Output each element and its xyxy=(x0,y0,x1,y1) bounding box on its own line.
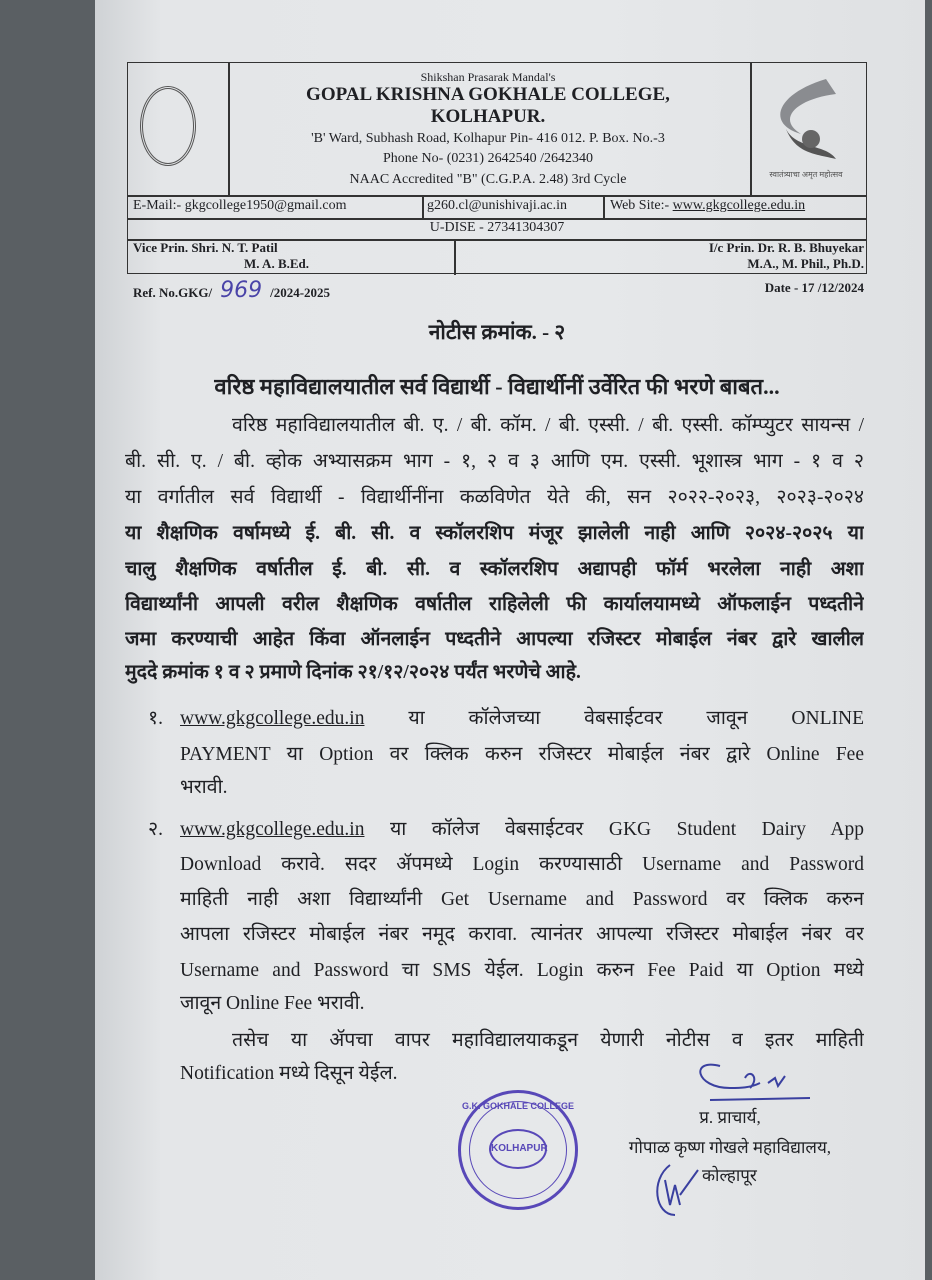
signatory-college: गोपाळ कृष्ण गोखले महाविद्यालय, xyxy=(628,1138,832,1157)
website-row: Web Site:- www.gkgcollege.edu.in xyxy=(610,198,806,213)
list-item-1-line: www.gkgcollege.edu.in या कॉलेजच्या वेबसाईटवर जावून ONLINE xyxy=(180,708,864,729)
udise-code: U-DISE - 27341304307 xyxy=(429,220,565,235)
paragraph-line: विद्यार्थ्यांनी आपली वरील शैक्षणिक वर्षातील राहिलेली फी कार्यालयामध्ये ऑफलाईन पध्दतीने xyxy=(125,594,864,615)
college-phone: Phone No- (0231) 2642540 /2642340 xyxy=(383,151,593,166)
college-address: 'B' Ward, Subhash Road, Kolhapur Pin- 416 012. P. Box. No.-3 xyxy=(311,131,665,146)
naac-accreditation: NAAC Accredited "B" (C.G.P.A. 2.48) 3rd Cycle xyxy=(349,172,627,187)
list-item-2-line: जावून Online Fee भरावी. xyxy=(180,993,365,1014)
college-name: GOPAL KRISHNA GOKHALE COLLEGE, xyxy=(306,84,670,105)
website-link[interactable]: www.gkgcollege.edu.in xyxy=(180,708,365,729)
list-item-2-line: Download करावे. सदर ॲपमध्ये Login करण्यासाठी Username and Password xyxy=(180,854,864,875)
paragraph-line: बी. सी. ए. / बी. व्होक अभ्यासक्रम भाग - १, २ व ३ आणि एम. एस्सी. भूशास्त्र भाग - १ व २ xyxy=(125,451,864,472)
vice-principal-name: Vice Prin. Shri. N. T. Patil xyxy=(133,240,278,255)
college-city: KOLHAPUR. xyxy=(430,106,546,127)
initial-signature-icon xyxy=(650,1160,700,1220)
logo-tagline: स्वातंत्र्याचा अमृत महोत्सव xyxy=(769,170,843,179)
principal-qualification: M.A., M. Phil., Ph.D. xyxy=(747,256,864,271)
paragraph-line: चालु शैक्षणिक वर्षातील ई. बी. सी. व स्कॉलरशिप अद्यापही फॉर्म भरलेला नाही अशा xyxy=(125,559,864,580)
paragraph-line: जमा करण्याची आहेत किंवा ऑनलाईन पध्दतीने आपल्या रजिस्टर मोबाईल नंबर द्वारे खालील xyxy=(125,629,864,650)
vice-principal-qualification: M. A. B.Ed. xyxy=(244,256,310,271)
list-item-2-line: Username and Password चा SMS येईल. Login करुन Fee Paid या Option मध्ये xyxy=(180,960,864,981)
principal-name: I/c Prin. Dr. R. B. Bhuyekar xyxy=(708,240,864,255)
item-number: २. xyxy=(148,819,164,840)
principal-signature-icon xyxy=(650,1058,810,1108)
amrit-mahotsav-logo-icon xyxy=(756,74,856,184)
list-item-1-line: भरावी. xyxy=(180,777,228,798)
stamp-center-text: KOLHAPUR xyxy=(489,1129,547,1169)
website-link[interactable]: www.gkgcollege.edu.in xyxy=(672,198,806,213)
website-link[interactable]: www.gkgcollege.edu.in xyxy=(180,819,365,840)
email-secondary[interactable]: g260.cl@unishivaji.ac.in xyxy=(427,198,568,213)
list-item-2-line: www.gkgcollege.edu.in या कॉलेज वेबसाईटवर GKG Student Dairy App xyxy=(180,819,864,840)
notice-number: नोटीस क्रमांक. - २ xyxy=(428,320,566,344)
paragraph-line: वरिष्ठ महाविद्यालयातील बी. ए. / बी. कॉम. / बी. एस्सी. / बी. एस्सी. कॉम्प्युटर सायन्स / xyxy=(232,415,864,436)
signatory-city: कोल्हापूर xyxy=(702,1166,757,1185)
list-item-2-line: आपला रजिस्टर मोबाईल नंबर नमूद करावा. त्यानंतर आपल्या रजिस्टर मोबाईल नंबर वर xyxy=(180,924,864,945)
closing-line: तसेच या ॲपचा वापर महाविद्यालयाकडून येणारी नोटीस व इतर माहिती xyxy=(232,1030,864,1051)
item-number: १. xyxy=(148,708,164,729)
email-primary[interactable]: E-Mail:- gkgcollege1950@gmail.com xyxy=(133,198,347,213)
stamp-ring-text: G.K. GOKHALE COLLEGE xyxy=(461,1101,574,1111)
reference-number: Ref. No.GKG/ 969 /2024-2025 xyxy=(133,278,331,303)
paragraph-line: मुददे क्रमांक १ व २ प्रमाणे दिनांक २१/१२/२०२४ पर्यंत भरणेचे आहे. xyxy=(125,662,581,683)
notice-subject: वरिष्ठ महाविद्यालयातील सर्व विद्यार्थी - विद्यार्थीनीं उर्वेरित फी भरणे बाबत... xyxy=(214,374,780,399)
paragraph-line: या शैक्षणिक वर्षामध्ये ई. बी. सी. व स्कॉलरशिप मंजूर झालेली नाही आणि २०२४-२०२५ या xyxy=(125,523,864,544)
notice-date: Date - 17 /12/2024 xyxy=(764,280,864,295)
college-stamp xyxy=(458,1090,578,1210)
closing-line: Notification मध्ये दिसून येईल. xyxy=(180,1063,398,1084)
list-item-2-line: माहिती नाही अशा विद्यार्थ्यांनी Get Username and Password वर क्लिक करुन xyxy=(180,889,864,910)
paragraph-line: या वर्गातील सर्व विद्यार्थी - विद्यार्थीनींना कळविणेत येते की, सन २०२२-२०२३, २०२३-२०२४ xyxy=(125,487,864,508)
list-item-1-line: PAYMENT या Option वर क्लिक करुन रजिस्टर मोबाईल नंबर द्वारे Online Fee xyxy=(180,744,864,765)
signatory-title: प्र. प्राचार्य, xyxy=(699,1108,761,1127)
society-name: Shikshan Prasarak Mandal's xyxy=(420,70,556,84)
handwritten-ref-number: 969 xyxy=(220,278,263,303)
college-emblem-icon xyxy=(140,86,196,166)
